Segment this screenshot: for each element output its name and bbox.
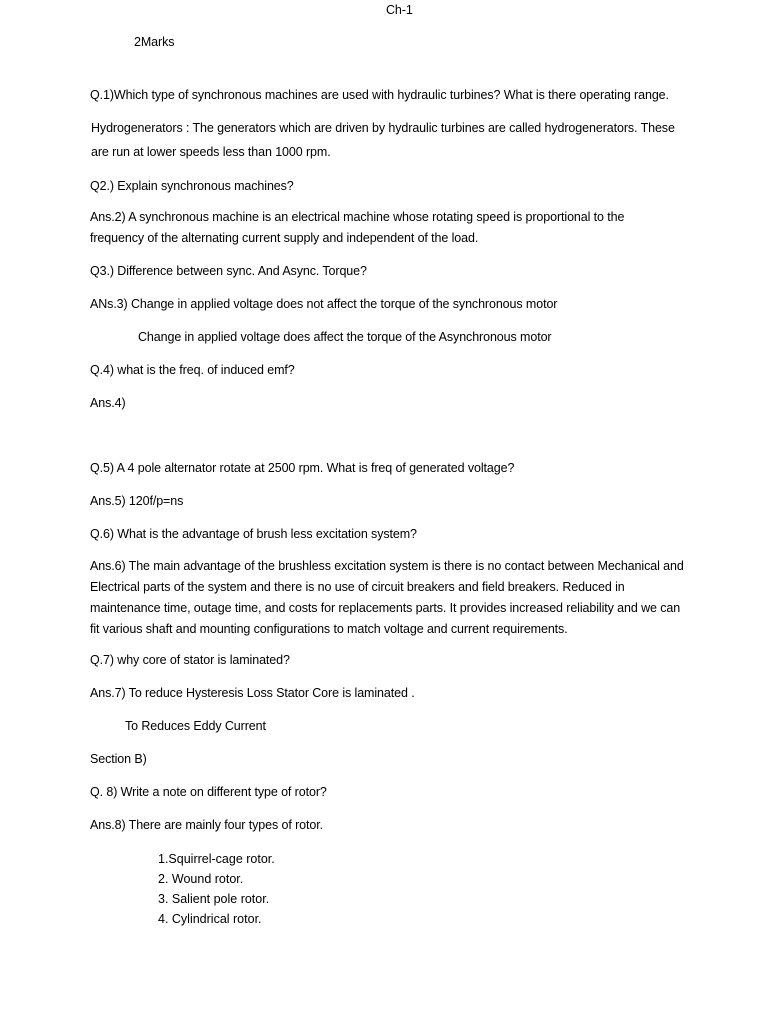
answer-8: Ans.8) There are mainly four types of rotor. xyxy=(90,818,323,832)
question-1: Q.1)Which type of synchronous machines are used with hydraulic turbines? What is there operating range. xyxy=(90,88,669,102)
answer-6-line: Ans.6) The main advantage of the brushless excitation system is there is no contact between Mechanical and xyxy=(90,559,684,573)
answer-6-line: maintenance time, outage time, and costs for replacements parts. It provides increased reliability and we can xyxy=(90,601,681,615)
question-6: Q.6) What is the advantage of brush less excitation system? xyxy=(90,527,417,541)
answer-6-line: Electrical parts of the system and there is no use of circuit breakers and field breakers. Reduced in xyxy=(90,580,625,594)
answer-2 xyxy=(90,207,715,249)
answer-1-line: are run at lower speeds less than 1000 rpm. xyxy=(91,145,331,159)
answer-7-line1: Ans.7) To reduce Hysteresis Loss Stator Core is laminated . xyxy=(90,686,415,700)
answer-7-line2: To Reduces Eddy Current xyxy=(125,719,266,733)
list-item: 2. Wound rotor. xyxy=(158,872,244,886)
answer-3-line1: ANs.3) Change in applied voltage does not affect the torque of the synchronous motor xyxy=(90,297,558,311)
marks-heading: 2Marks xyxy=(134,35,175,49)
section-b-heading: Section B) xyxy=(90,752,147,766)
answer-3-line2: Change in applied voltage does affect the torque of the Asynchronous motor xyxy=(138,330,552,344)
answer-6 xyxy=(90,556,715,640)
list-item: 1.Squirrel-cage rotor. xyxy=(158,852,275,866)
question-8: Q. 8) Write a note on different type of rotor? xyxy=(90,785,327,799)
answer-1 xyxy=(91,116,716,164)
list-item: 3. Salient pole rotor. xyxy=(158,892,270,906)
list-item: 4. Cylindrical rotor. xyxy=(158,912,262,926)
answer-5: Ans.5) 120f/p=ns xyxy=(90,494,184,508)
question-4: Q.4) what is the freq. of induced emf? xyxy=(90,363,295,377)
answer-2-line: frequency of the alternating current supply and independent of the load. xyxy=(90,231,479,245)
question-7: Q.7) why core of stator is laminated? xyxy=(90,653,290,667)
question-2: Q2.) Explain synchronous machines? xyxy=(90,179,294,193)
answer-6-line: fit various shaft and mounting configurations to match voltage and current requirements. xyxy=(90,622,568,636)
answer-4: Ans.4) xyxy=(90,396,126,410)
rotor-types-list xyxy=(158,849,275,929)
answer-1-line: Hydrogenerators : The generators which are driven by hydraulic turbines are called hydrogenerators. These xyxy=(91,121,675,135)
question-3: Q3.) Difference between sync. And Async. Torque? xyxy=(90,264,367,278)
question-5: Q.5) A 4 pole alternator rotate at 2500 rpm. What is freq of generated voltage? xyxy=(90,461,515,475)
answer-2-line: Ans.2) A synchronous machine is an electrical machine whose rotating speed is proportional to the xyxy=(90,210,625,224)
chapter-header: Ch-1 xyxy=(386,3,413,17)
